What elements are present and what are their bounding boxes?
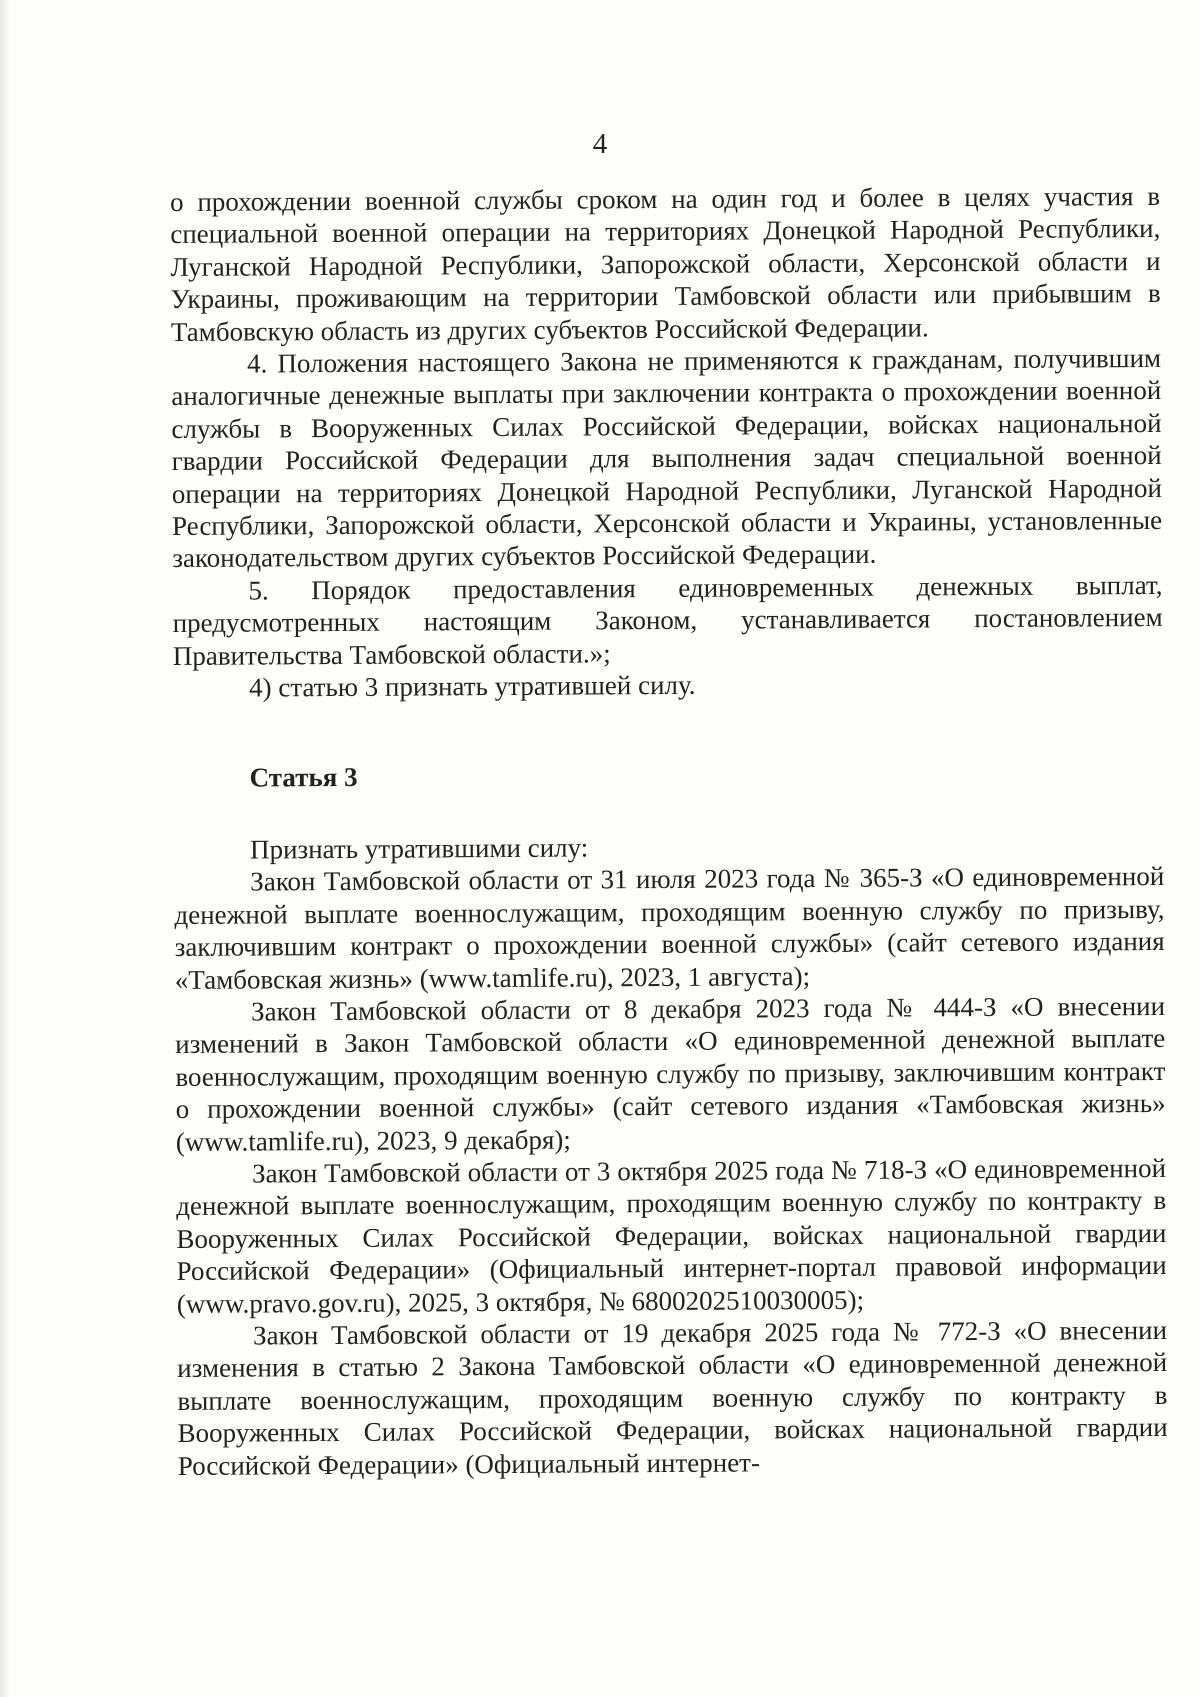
paragraph-item-5: 5. Порядок предоставления единовременных денежных выплат, предусмотренных настоящим Законом, устанавливается постановлением Правительства Тамбовской области.»; [172, 569, 1163, 671]
paragraph-law-365: Закон Тамбовской области от 31 июля 2023 года № 365-З «О единовременной денежной выплате военнослужащим, проходящим военную службу по призыву, заключившим контракт о прохождении военной службы» (сайт сетевого издания «Тамбовская жизнь» (www.tamlife.ru), 2023, 1 августа); [174, 861, 1165, 995]
document-body [170, 180, 1168, 1482]
scan-edge-shadow [0, 0, 10, 1697]
paragraph-law-718: Закон Тамбовской области от 3 октября 2025 года № 718-З «О единовременной денежной выплате военнослужащим, проходящим военную службу по контракту в Вооруженных Силах Российской Федерации, войсках национальной гвардии Российской Федерации» (Официальный интернет-портал правовой информации (www.pravo.gov.ru), 2025, 3 октября, № 6800202510030005); [176, 1152, 1167, 1319]
paragraph-subitem-4: 4) статью 3 признать утратившей силу. [248, 669, 696, 703]
paragraph-continuation: о прохождении военной службы сроком на один год и более в целях участия в специальной военной операции на территориях Донецкой Народной Республики, Луганской Народной Республики, Запорожской области, Херсонской области и Украины, проживающим на территории Тамбовской области или прибывшим в Тамбовскую область из других субъектов Российской Федерации. [170, 180, 1161, 347]
paragraph-item-4: 4. Положения настоящего Закона не применяются к гражданам, получившим аналогичные денежные выплаты при заключении контракта о прохождении военной службы в Вооруженных Силах Российской Федерации, войсках национальной гвардии Российской Федерации для выполнения задач специальной военной операции на территориях Донецкой Народной Республики, Луганской Народной Республики, Запорожской области, Херсонской области и Украины, установленные законодательством других субъектов Российской Федерации. [171, 342, 1163, 574]
paragraph-law-444: Закон Тамбовской области от 8 декабря 2023 года № 444-З «О внесении изменений в Закон Тамбовской области «О единовременной денежной выплате военнослужащим, проходящим военную службу по призыву, заключившим контракт о прохождении военной службы» (сайт сетевого издания «Тамбовская жизнь» (www.tamlife.ru), 2023, 9 декабря); [175, 990, 1166, 1157]
paragraph-law-772: Закон Тамбовской области от 19 декабря 2025 года № 772-З «О внесении изменения в статью 2 Закона Тамбовской области «О единовременной денежной выплате военнослужащим, проходящим военную службу по контракту в Вооруженных Силах Российской Федерации, войсках национальной гвардии Российской Федерации» (Официальный интернет- [177, 1314, 1168, 1481]
article-heading: Статья 3 [249, 761, 358, 793]
paragraph-repeal-intro: Признать утратившими силу: [249, 832, 589, 865]
page-number: 4 [592, 128, 608, 160]
